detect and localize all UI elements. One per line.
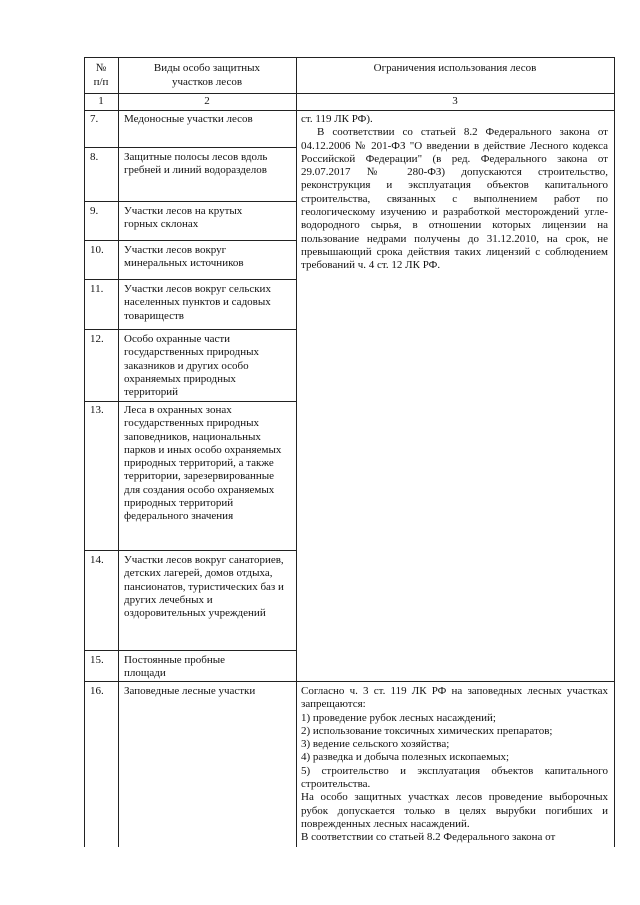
column-number-3: 3 bbox=[452, 95, 458, 107]
row-number: 15. bbox=[90, 654, 104, 666]
forest-area-type: Участки лесов вокруг минеральных источников bbox=[124, 244, 244, 270]
row-number: 16. bbox=[90, 685, 104, 697]
forest-area-type: Участки лесов вокруг сельских населенных пунктов и садовых товариществ bbox=[124, 283, 271, 322]
forest-area-type: Медоносные участки лесов bbox=[124, 113, 253, 125]
forest-area-type: Леса в охранных зонах государственных природных заповедников, национальных парков и иных особо охраняемых природных территорий, а также территории, зарезервированные для создания особо охраняемых природных территорий федерального значения bbox=[124, 404, 282, 523]
row-separator bbox=[84, 550, 296, 551]
forest-area-type: Постоянные пробные площади bbox=[124, 654, 226, 680]
row-15-bottom-line bbox=[84, 681, 614, 682]
row-number: 8. bbox=[90, 151, 99, 163]
row-separator bbox=[84, 147, 296, 148]
row-separator bbox=[84, 650, 296, 651]
text-paragraph: В соответствии со статьей 8.2 Федерального закона от 04.12.2006 № 201-ФЗ "О введении в действие Лесного кодекса Российской Федерации" (в ред. Федерального закона от 29.07.2017 № 280-ФЗ) допускаются строительство, реконструкция и эксплуатация объектов капитального строительства, связанных с выполнением работ по геологическому изучению и разработкой месторождений угле-водородного сырья, в отношении которых лицензии на пользование недрами получены до 31.12.2010, на срок, не превышающий срока действия таких лицензий с соблюдением требований ч. 4 ст. 12 ЛК РФ. bbox=[301, 126, 608, 272]
row-separator bbox=[84, 329, 296, 330]
text-paragraph: В соответствии со статьей 8.2 Федерального закона от bbox=[301, 831, 556, 844]
row-number: 13. bbox=[90, 404, 104, 416]
text-paragraph: Согласно ч. 3 ст. 119 ЛК РФ на заповедных лесных участках запрещаются: bbox=[301, 685, 608, 711]
list-item: 2) использование токсичных химических препаратов; bbox=[301, 724, 553, 737]
list-item: 5) строительство и эксплуатация объектов капитального строительства. bbox=[301, 764, 608, 791]
forest-area-type: Заповедные лесные участки bbox=[124, 685, 256, 697]
header-col-types: Виды особо защитных участков лесов bbox=[153, 62, 261, 88]
text-line: ст. 119 ЛК РФ). bbox=[301, 113, 373, 125]
column-divider-1 bbox=[118, 57, 119, 847]
row-number: 11. bbox=[90, 283, 104, 295]
restrictions-text-row-16 bbox=[301, 685, 608, 845]
forest-area-type: Особо охранные части государственных природных заказников и других особо охраняемых природных территорий bbox=[124, 333, 259, 399]
row-separator bbox=[84, 201, 296, 202]
list-item: 4) разведка и добыча полезных ископаемых; bbox=[301, 751, 510, 764]
forest-area-type: Защитные полосы лесов вдоль гребней и линий водоразделов bbox=[124, 151, 268, 177]
row-number: 10. bbox=[90, 244, 104, 256]
forest-area-type: Участки лесов вокруг санаториев, детских лагерей, домов отдыха, пансионатов, туристических баз и других лечебных и оздоровительных учреждений bbox=[124, 554, 284, 620]
table-border-left bbox=[84, 57, 85, 847]
row-number: 9. bbox=[90, 205, 99, 217]
table-border-top bbox=[84, 57, 614, 58]
header-bottom-line bbox=[84, 93, 614, 94]
list-item: 3) ведение сельского хозяйства; bbox=[301, 738, 450, 751]
row-number: 12. bbox=[90, 333, 104, 345]
table-border-right bbox=[614, 57, 615, 847]
row-number: 14. bbox=[90, 554, 104, 566]
number-row-bottom-line bbox=[84, 110, 614, 111]
row-number: 7. bbox=[90, 113, 99, 125]
restrictions-table bbox=[84, 57, 614, 847]
row-separator bbox=[84, 401, 296, 402]
forest-area-type: Участки лесов на крутых горных склонах bbox=[124, 205, 243, 231]
header-col-restrictions: Ограничения использования лесов bbox=[373, 62, 537, 74]
row-separator bbox=[84, 279, 296, 280]
list-item: 1) проведение рубок лесных насаждений; bbox=[301, 711, 496, 724]
row-separator bbox=[84, 240, 296, 241]
restrictions-text-rows-7-15 bbox=[301, 113, 608, 273]
column-number-1: 1 bbox=[98, 95, 104, 107]
text-paragraph: На особо защитных участках лесов проведение выборочных рубок допускается только в целях вырубки погибших и поврежденных лесных насаждений. bbox=[301, 791, 608, 830]
column-number-2: 2 bbox=[204, 95, 210, 107]
column-divider-2 bbox=[296, 57, 297, 847]
header-col-number: № п/п bbox=[93, 62, 109, 88]
